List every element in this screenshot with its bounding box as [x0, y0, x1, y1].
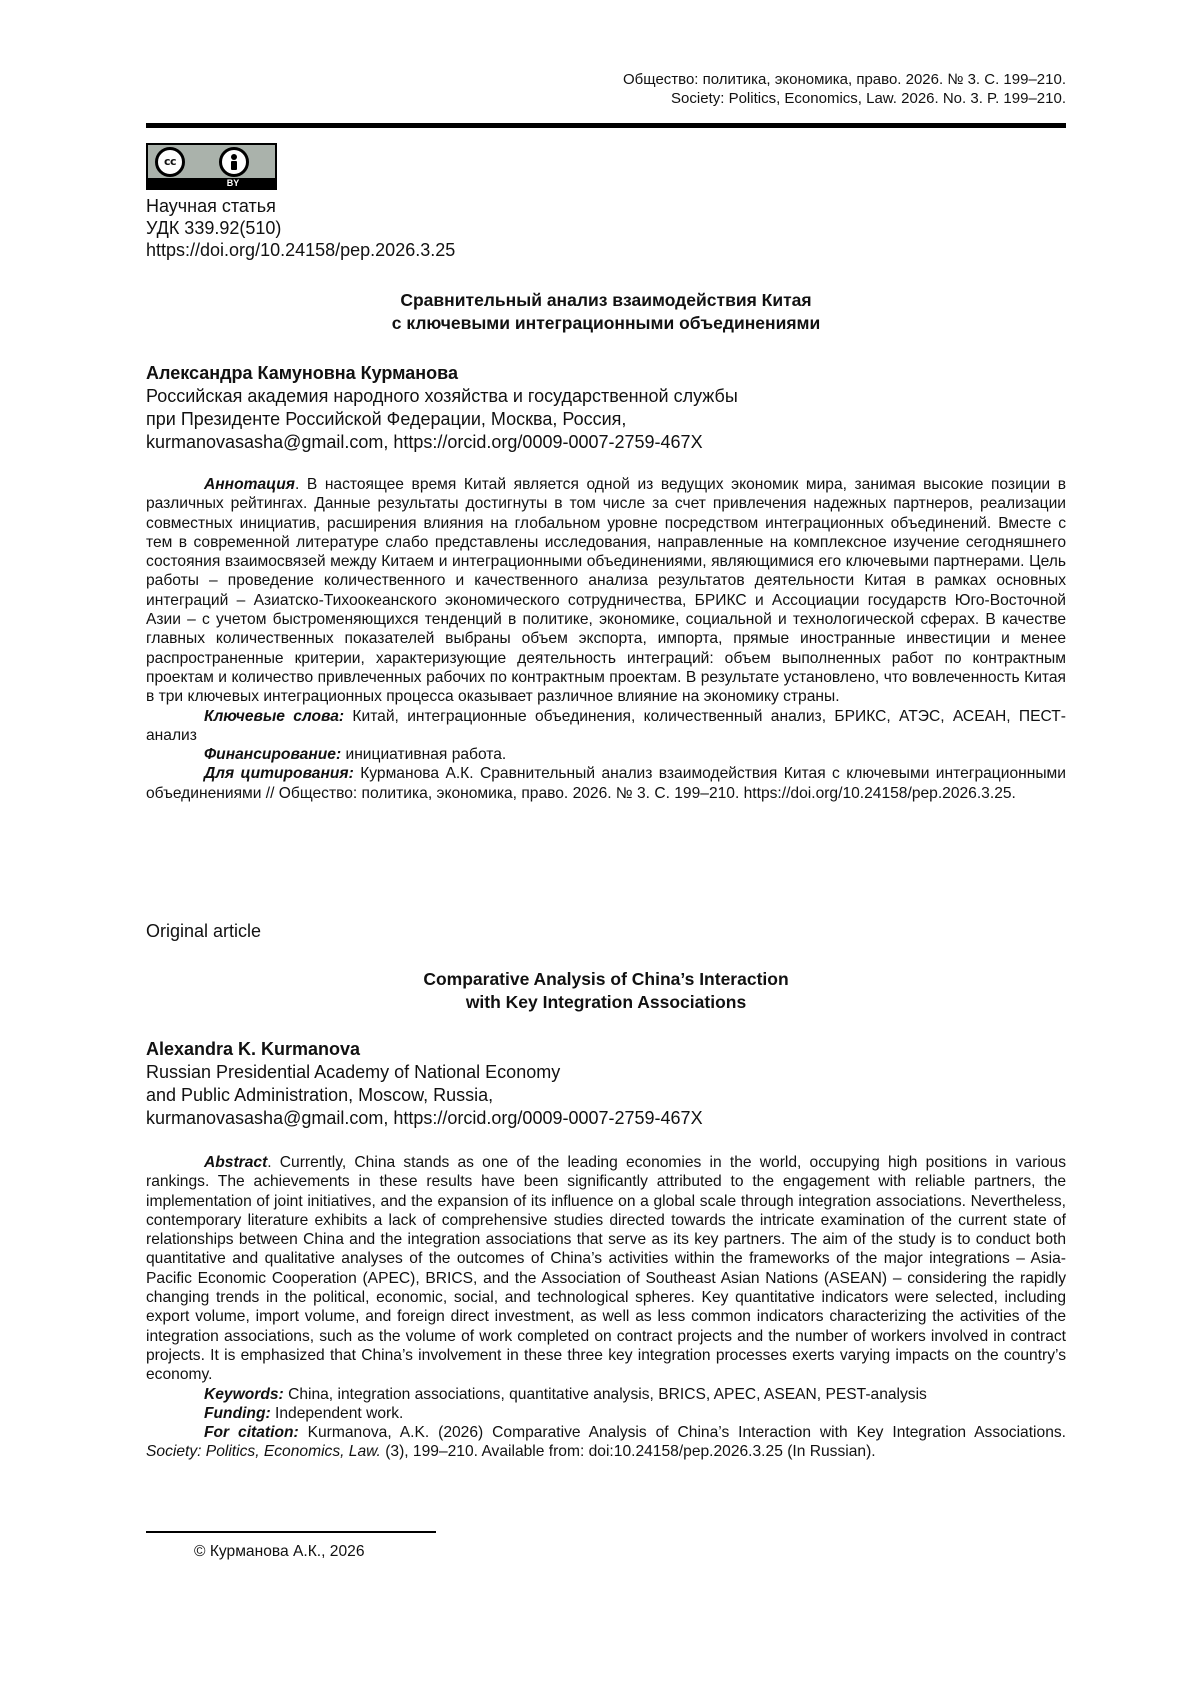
running-header — [366, 70, 1066, 108]
funding-ru-label: Финансирование: — [204, 746, 342, 764]
article-title-en — [146, 968, 1066, 1014]
running-header-ru: Общество: политика, экономика, право. 2026. № 3. С. 199–210. — [623, 71, 1066, 88]
title-ru-line-1: Сравнительный анализ взаимодействия Китая — [400, 290, 812, 310]
person-head-shape — [231, 154, 237, 160]
author-block-en — [146, 1038, 1066, 1130]
funding-en-text: Independent work. — [270, 1404, 404, 1422]
abstract-ru-text: . В настоящее время Китай является одной из ведущих экономик мира, занимая высокие позиции в различных рейтингах. Данные результаты достигнуты в том числе за счет привлечения надежных партнеров, реализации совместных инициатив, расширения влияния на глобальном уровне посредством интеграционных объединений. Вместе с тем в современной литературе слабо представлены исследования, направленные на комплексное изучение сегодняшнего состояния взаимосвязей между Китаем и интеграционными объединениями, являющимися его ключевыми партнерами. Цель работы – проведение количественного и качественного анализа результатов деятельности Китая в рамках основных интеграций – Азиатско-Тихоокеанского экономического сотрудничества, БРИКС и Ассоциации государств Юго-Восточной Азии – с учетом быстроменяющихся тенденций в политике, экономике, социальной и технологической сферах. В качестве главных количественных показателей выбраны объем экспорта, импорта, прямые иностранные инвестиции и менее распространенные критерии, характеризующие деятельность интеграций: объем выполненных работ по контрактным проектам и количество привлеченных рабочих по контрактным проектам. В результате установлено, что вовлеченность Китая в три ключевых интеграционных процесса оказывает различное влияние на экономику страны. — [146, 476, 1066, 706]
copyright-footnote: © Курманова А.К., 2026 — [194, 1543, 365, 1560]
abstract-en-label: Abstract — [204, 1154, 268, 1171]
funding-ru-text: инициативная работа. — [341, 746, 507, 764]
article-type-en: Original article — [146, 921, 262, 941]
funding-en-label: Funding: — [204, 1404, 271, 1422]
keywords-en-text: China, integration associations, quantitative analysis, BRICS, APEC, ASEAN, PEST-analysis — [283, 1385, 927, 1403]
title-en-line-1: Comparative Analysis of China’s Interaction — [423, 969, 789, 989]
abstract-ru-paragraph — [146, 475, 1066, 707]
affiliation-en-line-2: and Public Administration, Moscow, Russia, — [146, 1085, 494, 1105]
keywords-en — [146, 1385, 1066, 1404]
title-ru-line-2: с ключевыми интеграционными объединениями — [391, 313, 821, 333]
article-first-page — [146, 0, 1066, 1697]
affiliation-en-line-1: Russian Presidential Academy of National Economy — [146, 1062, 561, 1082]
author-contact-en[interactable]: kurmanovasasha@gmail.com, https://orcid.org/0009-0007-2759-467X — [146, 1108, 703, 1128]
keywords-ru-label: Ключевые слова: — [204, 707, 345, 725]
affiliation-ru-line-1: Российская академия народного хозяйства и государственной службы — [146, 386, 738, 406]
keywords-en-label: Keywords: — [204, 1385, 284, 1403]
author-name-ru: Александра Камуновна Курманова — [146, 363, 458, 383]
cc-by-license-badge — [146, 143, 277, 190]
abstract-ru — [146, 475, 1066, 803]
citation-en-journal: Society: Politics, Economics, Law. — [146, 1443, 381, 1461]
author-name-en: Alexandra K. Kurmanova — [146, 1039, 361, 1059]
running-header-en: Society: Politics, Economics, Law. 2026. No. 3. P. 199–210. — [671, 90, 1066, 107]
keywords-ru-text: Китай, интеграционные объединения, количественный анализ, БРИКС, АТЭС, АСЕАН, ПЕСТ-анализ — [146, 707, 1066, 744]
citation-ru-text: Курманова А.К. Сравнительный анализ взаимодействия Китая с ключевыми интеграционными объединениями // Общество: политика, экономика, право. 2026. № 3. С. 199–210. https://doi.org/10.24158/pep.2026.3.25. — [146, 765, 1066, 802]
citation-en-text-1: Kurmanova, A.K. (2026) Comparative Analysis of China’s Interaction with Key Integration Associations. — [298, 1424, 1066, 1442]
citation-en-label: For citation: — [204, 1424, 299, 1442]
author-contact-ru[interactable]: kurmanovasasha@gmail.com, https://orcid.org/0009-0007-2759-467X — [146, 432, 703, 452]
person-body-shape — [231, 161, 237, 170]
article-type-ru: Научная статья — [146, 196, 276, 216]
funding-en — [146, 1404, 1066, 1423]
attribution-person-icon — [219, 147, 249, 177]
affiliation-ru-line-2: при Президенте Российской Федерации, Москва, Россия, — [146, 409, 627, 429]
citation-en — [146, 1423, 1066, 1462]
article-title-ru — [146, 289, 1066, 335]
cc-icon: cc — [155, 147, 185, 177]
title-en-line-2: with Key Integration Associations — [465, 992, 747, 1012]
abstract-en-paragraph — [146, 1153, 1066, 1385]
abstract-ru-label: Аннотация — [204, 476, 295, 493]
doi-link[interactable]: https://doi.org/10.24158/pep.2026.3.25 — [146, 240, 456, 260]
by-label: BY — [226, 178, 240, 188]
abstract-en-text: . Currently, China stands as one of the leading economies in the world, occupying high positions in various rankings. The achievements in these results have been significantly attributed to the engagement with reliable partners, the implementation of joint initiatives, and the expansion of its influence on a global scale through integration associations. Nevertheless, contemporary literature exhibits a lack of comprehensive studies directed towards the intricate examination of the current state of relationships between China and the integration associations that serve as its key partners. The aim of the study is to conduct both quantitative and qualitative analyses of the outcomes of China’s activities within the frameworks of the major integrations – Asia-Pacific Economic Cooperation (APEC), BRICS, and the Association of Southeast Asian Nations (ASEAN) – considering the rapidly changing trends in the political, economic, social, and technological spheres. Key quantitative indicators were selected, including export volume, import volume, and foreign direct investment, as well as less common indicators characterizing the activities of the integration associations, such as the volume of work completed on contract projects and the number of workers involved in contract projects. It is emphasized that China’s involvement in these three key integration processes exerts varying impacts on the country’s economy. — [146, 1154, 1066, 1384]
funding-ru — [146, 745, 1066, 764]
author-block-ru — [146, 362, 1066, 454]
citation-ru-label: Для цитирования: — [204, 765, 354, 783]
header-rule — [146, 123, 1066, 128]
citation-en-text-2: (3), 199–210. Available from: doi:10.24158/pep.2026.3.25 (In Russian). — [380, 1443, 876, 1461]
abstract-en — [146, 1153, 1066, 1462]
keywords-ru — [146, 707, 1066, 746]
citation-ru — [146, 764, 1066, 803]
footnote-rule — [146, 1531, 436, 1533]
udc-code: УДК 339.92(510) — [146, 218, 282, 238]
article-meta-ru — [146, 195, 455, 261]
